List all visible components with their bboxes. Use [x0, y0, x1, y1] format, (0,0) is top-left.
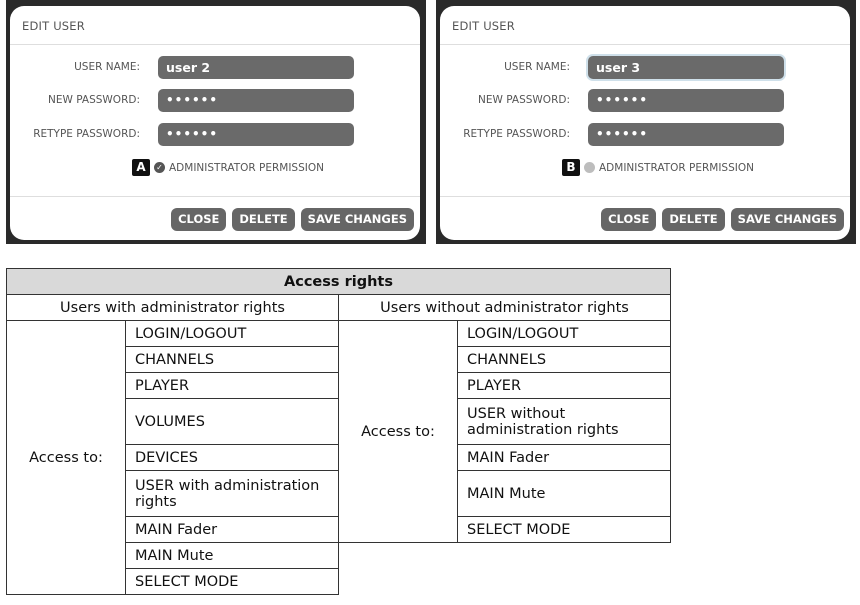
table-cell: LOGIN/LOGOUT — [458, 321, 671, 347]
table-cell: DEVICES — [126, 445, 339, 471]
screenshot-b — [436, 0, 856, 244]
admin-permission-row — [562, 159, 754, 176]
access-rights-table — [6, 268, 671, 595]
nonadmin-column-header: Users without administrator rights — [339, 295, 671, 321]
table-cell: MAIN Fader — [126, 517, 339, 543]
table-cell: USER with administration rights — [126, 471, 339, 517]
delete-button[interactable]: DELETE — [662, 208, 724, 231]
admin-permission-checkbox[interactable] — [584, 162, 595, 173]
retype-password-label: RETYPE PASSWORD: — [33, 128, 140, 140]
nonadmin-access-label: Access to: — [339, 321, 458, 543]
username-label: USER NAME: — [74, 61, 140, 73]
table-cell: MAIN Fader — [458, 445, 671, 471]
save-changes-button[interactable]: SAVE CHANGES — [301, 208, 414, 231]
delete-button[interactable]: DELETE — [232, 208, 294, 231]
save-changes-button[interactable]: SAVE CHANGES — [731, 208, 844, 231]
admin-column-header: Users with administrator rights — [7, 295, 339, 321]
divider — [440, 44, 850, 45]
username-field[interactable]: user 3 — [588, 56, 784, 79]
screenshot-a — [6, 0, 426, 244]
table-cell: PLAYER — [458, 373, 671, 399]
table-cell: PLAYER — [126, 373, 339, 399]
table-blank — [339, 543, 671, 595]
divider — [10, 196, 420, 197]
divider — [440, 196, 850, 197]
close-button[interactable]: CLOSE — [601, 208, 656, 231]
retype-password-label: RETYPE PASSWORD: — [463, 128, 570, 140]
dialog-buttons — [171, 208, 414, 231]
new-password-field[interactable]: •••••• — [158, 89, 354, 112]
table-cell: SELECT MODE — [126, 569, 339, 595]
table-cell: MAIN Mute — [458, 471, 671, 517]
admin-access-label: Access to: — [7, 321, 126, 595]
admin-permission-label: ADMINISTRATOR PERMISSION — [599, 161, 754, 174]
username-field[interactable]: user 2 — [158, 56, 354, 79]
table-cell: VOLUMES — [126, 399, 339, 445]
dialog-title: EDIT USER — [452, 19, 515, 33]
edit-user-dialog-a — [10, 6, 420, 240]
dialog-buttons — [601, 208, 844, 231]
admin-permission-checkbox[interactable]: ✓ — [154, 162, 165, 173]
username-label: USER NAME: — [504, 61, 570, 73]
admin-permission-row — [132, 159, 324, 176]
edit-user-dialog-b — [440, 6, 850, 240]
table-cell: CHANNELS — [126, 347, 339, 373]
new-password-label: NEW PASSWORD: — [478, 94, 570, 106]
table-cell: USER without administration rights — [458, 399, 671, 445]
new-password-field[interactable]: •••••• — [588, 89, 784, 112]
table-cell: CHANNELS — [458, 347, 671, 373]
close-button[interactable]: CLOSE — [171, 208, 226, 231]
divider — [10, 44, 420, 45]
new-password-label: NEW PASSWORD: — [48, 94, 140, 106]
callout-badge-b: B — [562, 159, 580, 176]
admin-permission-label: ADMINISTRATOR PERMISSION — [169, 161, 324, 174]
retype-password-field[interactable]: •••••• — [158, 123, 354, 146]
table-cell: LOGIN/LOGOUT — [126, 321, 339, 347]
dialog-title: EDIT USER — [22, 19, 85, 33]
table-cell: SELECT MODE — [458, 517, 671, 543]
table-title: Access rights — [7, 269, 671, 295]
table-cell: MAIN Mute — [126, 543, 339, 569]
retype-password-field[interactable]: •••••• — [588, 123, 784, 146]
callout-badge-a: A — [132, 159, 150, 176]
